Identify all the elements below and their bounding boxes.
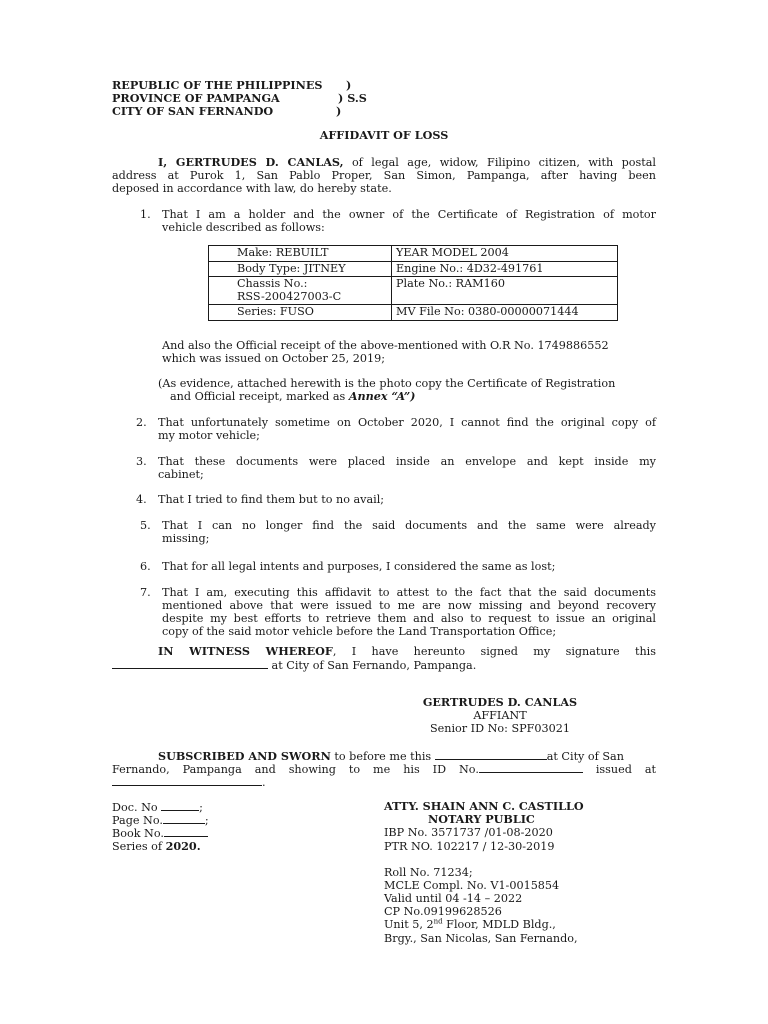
intro-line-2: address at Purok 1, San Pablo Proper, San Simon, Pampanga, after having been xyxy=(112,169,656,182)
jurat-line-1-end: at City of San xyxy=(546,750,624,763)
docket-doc xyxy=(112,800,203,814)
address-floor: Floor, MDLD Bldg., xyxy=(442,918,556,931)
item-7-line-4: copy of the said motor vehicle before the Land Transportation Office; xyxy=(162,625,557,638)
affiant-name-inline: I, GERTRUDES D. CANLAS, xyxy=(158,155,344,169)
evidence-line-2 xyxy=(170,390,415,403)
jurat-lead: SUBSCRIBED AND SWORN xyxy=(158,749,331,763)
item-2-line-1: That unfortunately sometime on October 2020, I cannot find the original copy of xyxy=(158,416,656,429)
jurat-line-2-end: issued at xyxy=(582,763,656,776)
witness-place: at City of San Fernando, Pampanga. xyxy=(268,659,477,672)
chassis-number: RSS-200427003-C xyxy=(237,289,342,303)
table-row xyxy=(209,261,618,277)
witness-line-1 xyxy=(158,645,656,658)
affiant-name: GERTRUDES D. CANLAS xyxy=(422,695,578,709)
vehicle-details-table xyxy=(208,245,618,321)
intro-rest: of legal age, widow, Filipino citizen, with postal xyxy=(351,156,656,169)
chassis-label: Chassis No.: xyxy=(237,277,308,290)
doc-no-blank xyxy=(161,800,199,811)
item-3-line-2: cabinet; xyxy=(158,468,204,481)
item-7-line-1: That I am, executing this affidavit to attest to the fact that the said documents xyxy=(162,586,656,599)
affiant-senior-id: Senior ID No: SPF03021 xyxy=(429,722,571,735)
table-cell: Plate No.: RAM160 xyxy=(392,277,618,305)
docket-doc-label: Doc. No xyxy=(112,801,158,814)
notary-address-2: Brgy., San Nicolas, San Fernando, xyxy=(384,932,578,945)
item-6-line-1: That for all legal intents and purposes, I considered the same as lost; xyxy=(162,560,556,573)
jurat-line-2-start: Fernando, Pampanga and showing to me his ID No. xyxy=(112,763,479,776)
notary-name: ATTY. SHAIN ANN C. CASTILLO xyxy=(384,799,584,813)
caption-republic: REPUBLIC OF THE PHILIPPINES xyxy=(112,78,323,92)
table-cell: MV File No: 0380-00000071444 xyxy=(392,305,618,321)
item-4-number: 4. xyxy=(136,493,147,506)
item-4-line-1: That I tried to find them but to no avail; xyxy=(158,493,385,506)
jurat-date-blank xyxy=(435,749,547,760)
address-unit: Unit 5, 2 xyxy=(384,918,434,931)
notary-roll: Roll No. 71234; xyxy=(384,866,473,879)
item-5-number: 5. xyxy=(140,519,151,532)
caption-ss: ) S.S xyxy=(338,91,367,105)
item-1-line-2: vehicle described as follows: xyxy=(162,221,325,234)
table-row xyxy=(209,277,618,305)
notary-cp: CP No.09199628526 xyxy=(384,905,502,918)
date-blank-line xyxy=(112,658,268,669)
evidence-text: and Official receipt, marked as xyxy=(170,390,346,403)
caption-province: PROVINCE OF PAMPANGA xyxy=(112,91,280,105)
docket-series xyxy=(112,840,201,853)
table-cell: Make: REBUILT xyxy=(209,246,392,262)
item-1-line-1: That I am a holder and the owner of the Certificate of Registration of motor xyxy=(162,208,656,221)
witness-rest: , I have hereunto signed my signature this xyxy=(332,645,656,658)
caption-paren-1: ) xyxy=(346,78,352,92)
table-row xyxy=(209,305,618,321)
item-2-line-2: my motor vehicle; xyxy=(158,429,260,442)
item-3-number: 3. xyxy=(136,455,147,468)
affiant-label: AFFIANT xyxy=(473,709,527,722)
jurat-mid: to before me this xyxy=(330,750,435,763)
jurat-line-1 xyxy=(158,749,624,763)
item-5-line-2: missing; xyxy=(162,532,210,545)
notary-title: NOTARY PUBLIC xyxy=(428,812,535,826)
document-title: AFFIDAVIT OF LOSS xyxy=(319,128,449,142)
table-cell: Series: FUSO xyxy=(209,305,392,321)
docket-book xyxy=(112,826,208,840)
notary-ptr: PTR NO. 102217 / 12-30-2019 xyxy=(384,840,555,853)
item-5-line-1: That I can no longer find the said documents and the same were already xyxy=(162,519,656,532)
docket-book-label: Book No. xyxy=(112,827,164,840)
intro-line-3: deposed in accordance with law, do hereby state. xyxy=(112,182,392,195)
caption-paren-3: ) xyxy=(336,104,342,118)
docket-doc-end: ; xyxy=(199,801,203,814)
item-7-number: 7. xyxy=(140,586,151,599)
jurat-line-2 xyxy=(112,762,656,776)
docket-page-label: Page No. xyxy=(112,814,163,827)
item-1-number: 1. xyxy=(140,208,151,221)
id-number-blank xyxy=(479,762,583,773)
notary-ibp: IBP No. 3571737 /01-08-2020 xyxy=(384,826,553,839)
item-2-number: 2. xyxy=(136,416,147,429)
table-cell: Engine No.: 4D32-491761 xyxy=(392,261,618,277)
book-no-blank xyxy=(164,826,208,837)
item-7-line-3: despite my best efforts to retrieve them and also to request to issue an original xyxy=(162,612,656,625)
table-cell: Body Type: JITNEY xyxy=(209,261,392,277)
receipt-line-2: which was issued on October 25, 2019; xyxy=(162,352,385,365)
witness-line-2 xyxy=(112,658,476,672)
issued-at-blank xyxy=(112,775,262,786)
docket-series-label: Series of xyxy=(112,840,163,853)
item-3-line-1: That these documents were placed inside an envelope and kept inside my xyxy=(158,455,656,468)
witness-lead: IN WITNESS WHEREOF xyxy=(158,644,333,658)
annex-label: Annex “A”) xyxy=(348,389,416,403)
docket-series-year: 2020. xyxy=(165,839,201,853)
jurat-line-3 xyxy=(112,775,266,789)
address-ordinal: nd xyxy=(433,917,443,926)
docket-page-end: ; xyxy=(204,814,209,827)
jurat-line-3-end: . xyxy=(262,776,266,789)
notary-mcle: MCLE Compl. No. V1-0015854 xyxy=(384,879,560,892)
item-7-line-2: mentioned above that were issued to me are now missing and beyond recovery xyxy=(162,599,656,612)
intro-line-1 xyxy=(112,156,656,169)
page-no-blank xyxy=(163,813,205,824)
table-cell xyxy=(209,277,392,305)
table-row xyxy=(209,246,618,262)
item-6-number: 6. xyxy=(140,560,151,573)
receipt-line-1: And also the Official receipt of the above-mentioned with O.R No. 1749886552 xyxy=(162,339,609,352)
table-cell: YEAR MODEL 2004 xyxy=(392,246,618,262)
caption-city: CITY OF SAN FERNANDO xyxy=(112,104,274,118)
docket-page xyxy=(112,813,209,827)
notary-valid-until: Valid until 04 -14 – 2022 xyxy=(384,892,523,905)
notary-address-1 xyxy=(384,918,556,931)
evidence-line-1: (As evidence, attached herewith is the photo copy the Certificate of Registration xyxy=(158,377,616,390)
